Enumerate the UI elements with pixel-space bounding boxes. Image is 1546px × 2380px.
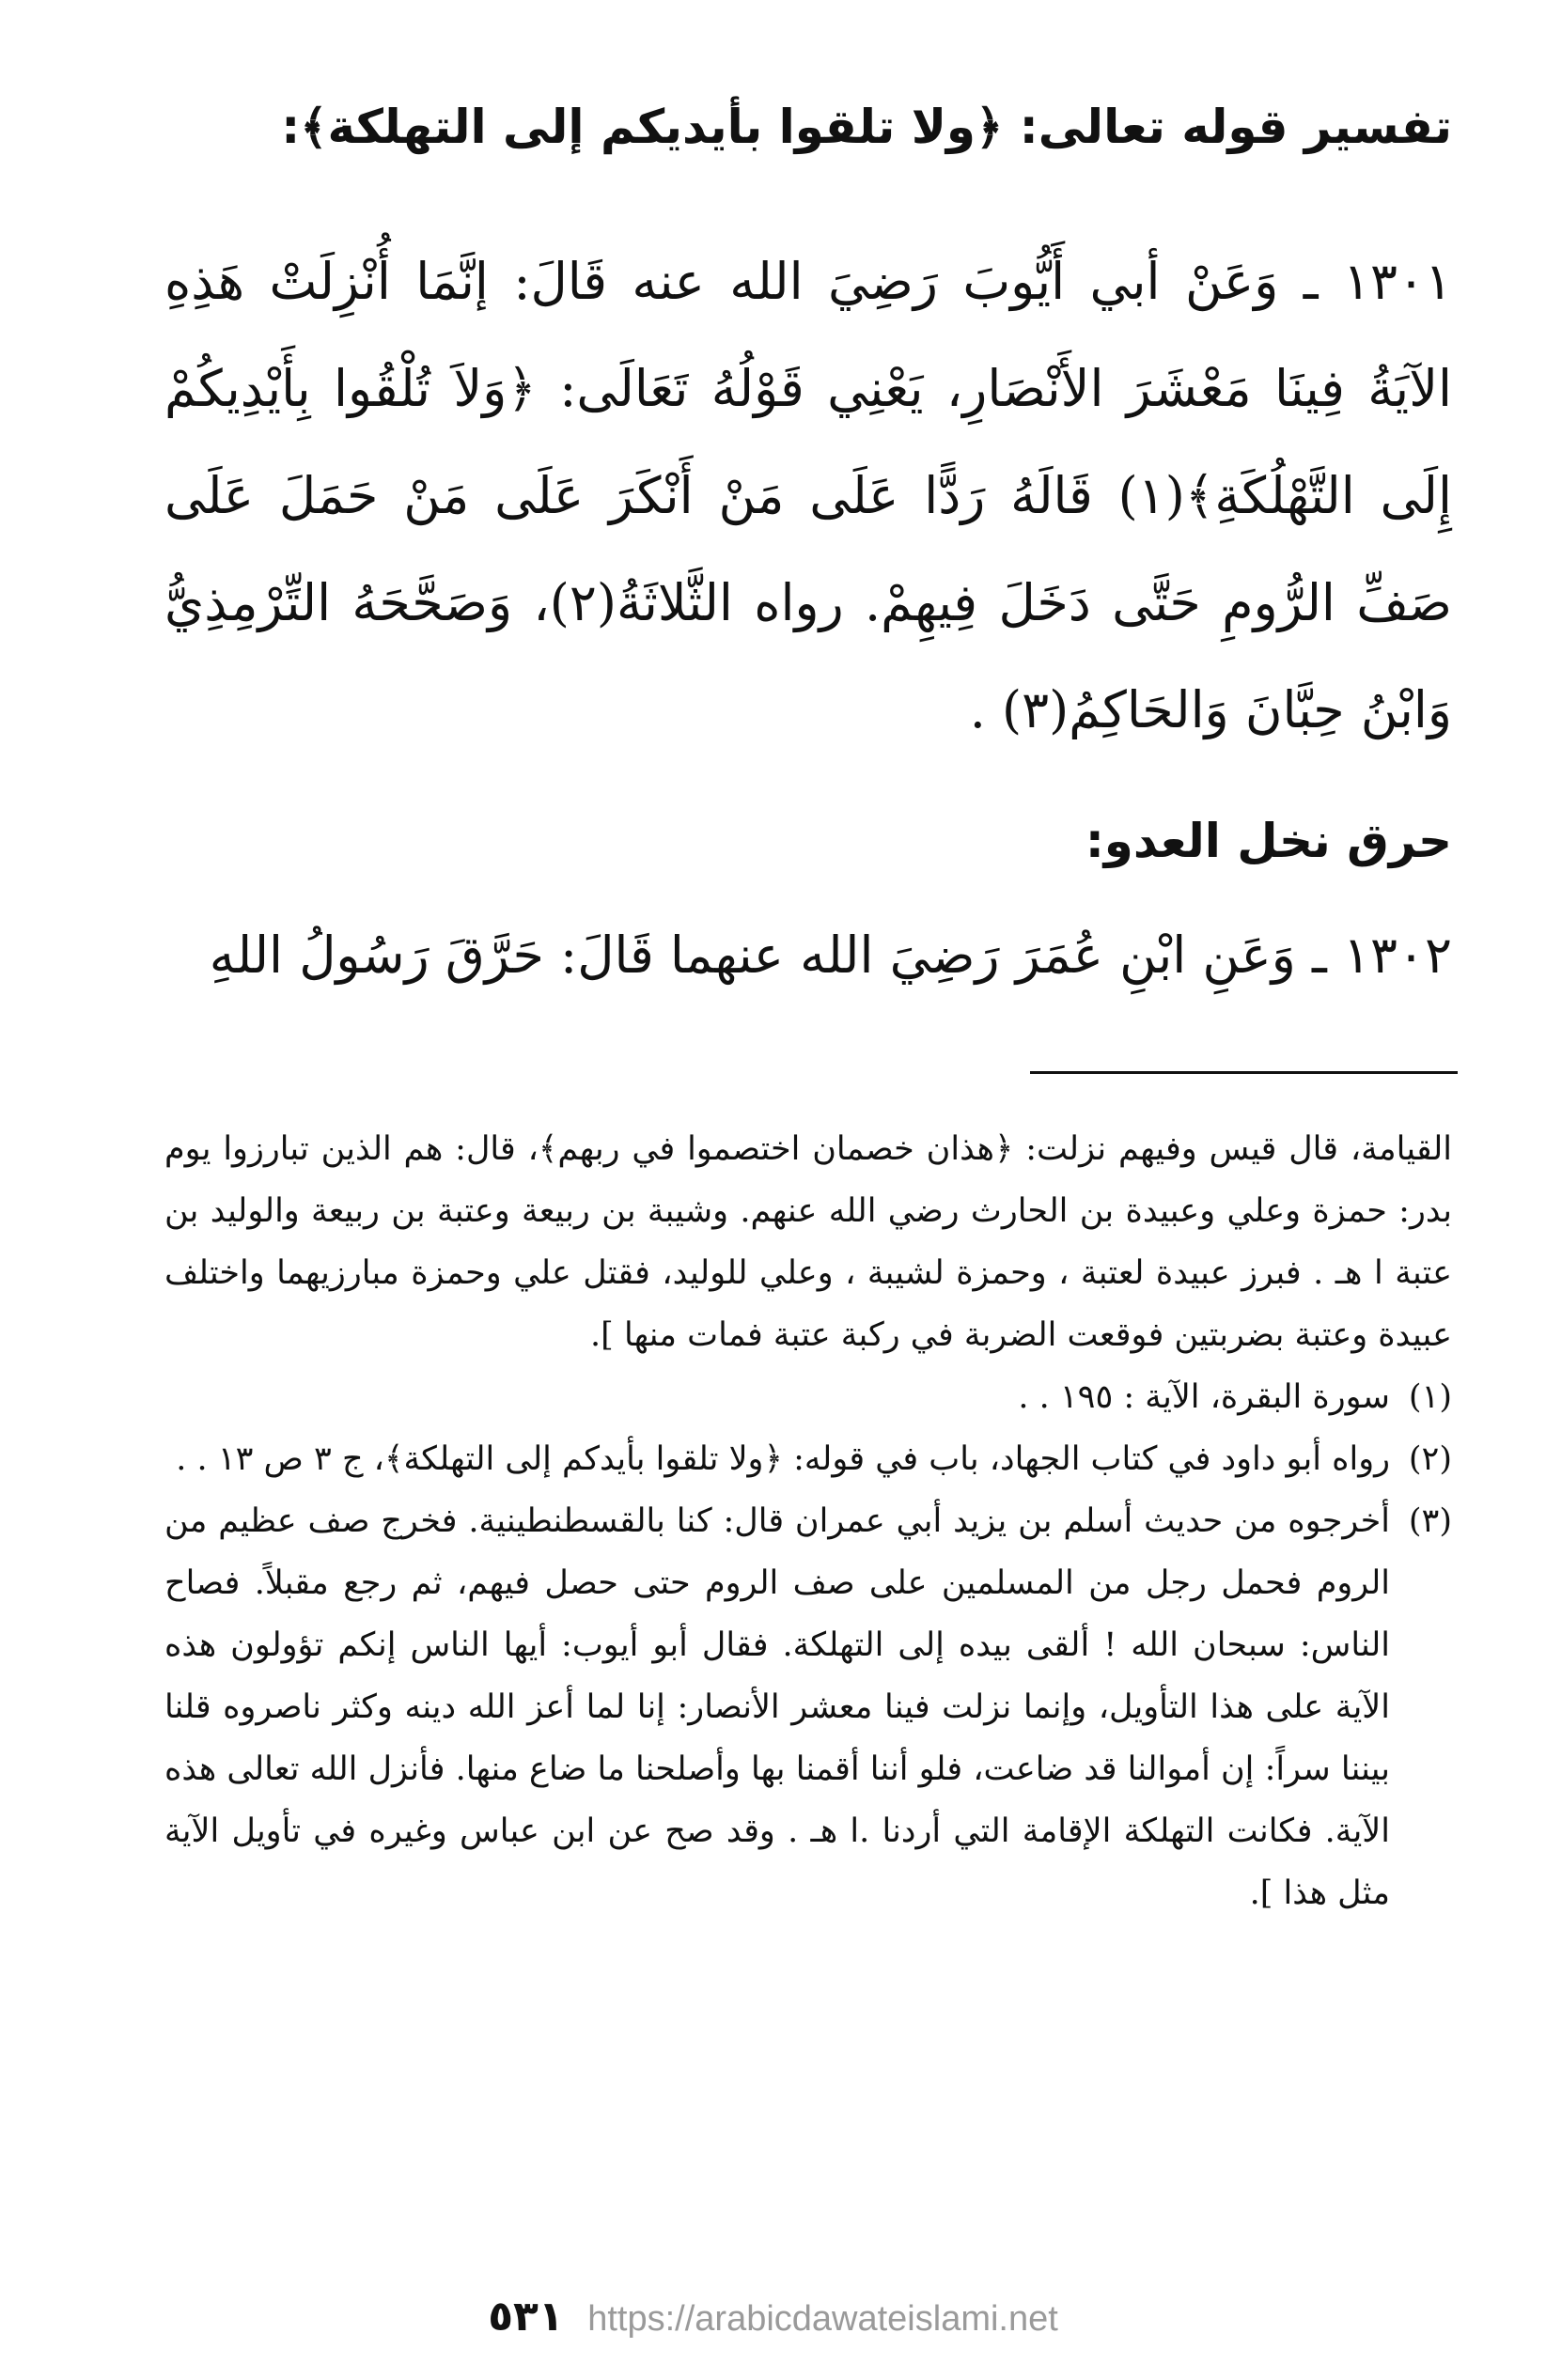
footnote-separator (1030, 1071, 1458, 1074)
footnote-item (164, 1428, 1452, 1490)
footnote-text: رواه أبو داود في كتاب الجهاد، باب في قوله: ﴿ولا تلقوا بأيدكم إلى التهلكة﴾، ج ٣ ص ١٣ . . (176, 1440, 1390, 1478)
footnote-number: (٣) (1408, 1502, 1452, 1540)
footnote-text: أخرجوه من حديث أسلم بن يزيد أبي عمران قال: كنا بالقسطنطينية. فخرج صف عظيم من الروم فحمل رجل من المسلمين على صف الروم حتى حصل فيهم، ثم رجع مقبلاً. فصاح الناس: سبحان الله ! ألقى بيده إلى التهلكة. فقال أبو أيوب: أيها الناس إنكم تؤولون هذه الآية على هذا التأويل، وإنما نزلت فينا معشر الأنصار: إنا لما أعز الله دينه وكثر ناصروه قلنا بيننا سراً: إن أموالنا قد ضاعت، فلو أننا أقمنا بها وأصلحنا ما ضاع منها. فأنزل الله تعالى هذه الآية. فكانت التهلكة الإقامة التي أردنا .ا هـ . وقد صح عن ابن عباس وغيره في تأويل الآية مثل هذا ]. (164, 1502, 1390, 1912)
section-heading-tafsir: تفسير قوله تعالى: ﴿ولا تلقوا بأيديكم إلى التهلكة﴾: (281, 100, 1452, 154)
hadith-1302 (164, 902, 1452, 1009)
footnote-item (164, 1366, 1452, 1428)
footnote-number: (٢) (1408, 1440, 1452, 1478)
footnote-text: سورة البقرة، الآية : ١٩٥ . . (1018, 1378, 1390, 1416)
hadith-1301-text: ١٣٠١ ـ وَعَنْ أبي أَيُّوبَ رَضِيَ الله عنه قَالَ: إنَّمَا أُنْزِلَتْ هَذِهِ الآيَةُ فِينَا مَعْشَرَ الأَنْصَارِ، يَعْنِي قَوْلُهُ تَعَالَى: ﴿وَلاَ تُلْقُوا بِأَيْدِيكُمْ إِلَى التَّهْلُكَةِ﴾(١) قَالَهُ رَدًّا عَلَى مَنْ أَنْكَرَ عَلَى مَنْ حَمَلَ عَلَى صَفِّ الرُّومِ حَتَّى دَخَلَ فِيهِمْ. رواه الثَّلاثَةُ(٢)، وَصَحَّحَهُ التِّرْمِذِيُّ وَابْنُ حِبَّانَ وَالحَاكِمُ(٣) . (164, 252, 1452, 739)
footnote-number: (١) (1408, 1378, 1452, 1416)
hadith-1302-text: ١٣٠٢ ـ وَعَنِ ابْنِ عُمَرَ رَضِيَ الله عنهما قَالَ: حَرَّقَ رَسُولُ اللهِ (209, 926, 1452, 985)
watermark-url: https://arabicdawateislami.net (587, 2299, 1058, 2339)
page-number: ٥٣١ (488, 2293, 564, 2341)
footnotes (164, 1118, 1452, 1924)
hadith-1301 (164, 228, 1452, 764)
page-footer (0, 2293, 1546, 2341)
section-heading-burning-palms: حرق نخل العدو: (1085, 814, 1452, 868)
footnote-item (164, 1490, 1452, 1924)
footnote-continuation: القيامة، قال قيس وفيهم نزلت: ﴿هذان خصمان اختصموا في ربهم﴾، قال: هم الذين تبارزوا يوم بدر: حمزة وعلي وعبيدة بن الحارث رضي الله عنهم. وشيبة بن ربيعة وعتبة بن ربيعة والوليد بن عتبة ا هـ . فبرز عبيدة لعتبة ، وحمزة لشيبة ، وعلي للوليد، فقتل علي وحمزة مبارزيهما واختلف عبيدة وعتبة بضربتين فوقعت الضربة في ركبة عتبة فمات منها ]. (164, 1130, 1452, 1354)
